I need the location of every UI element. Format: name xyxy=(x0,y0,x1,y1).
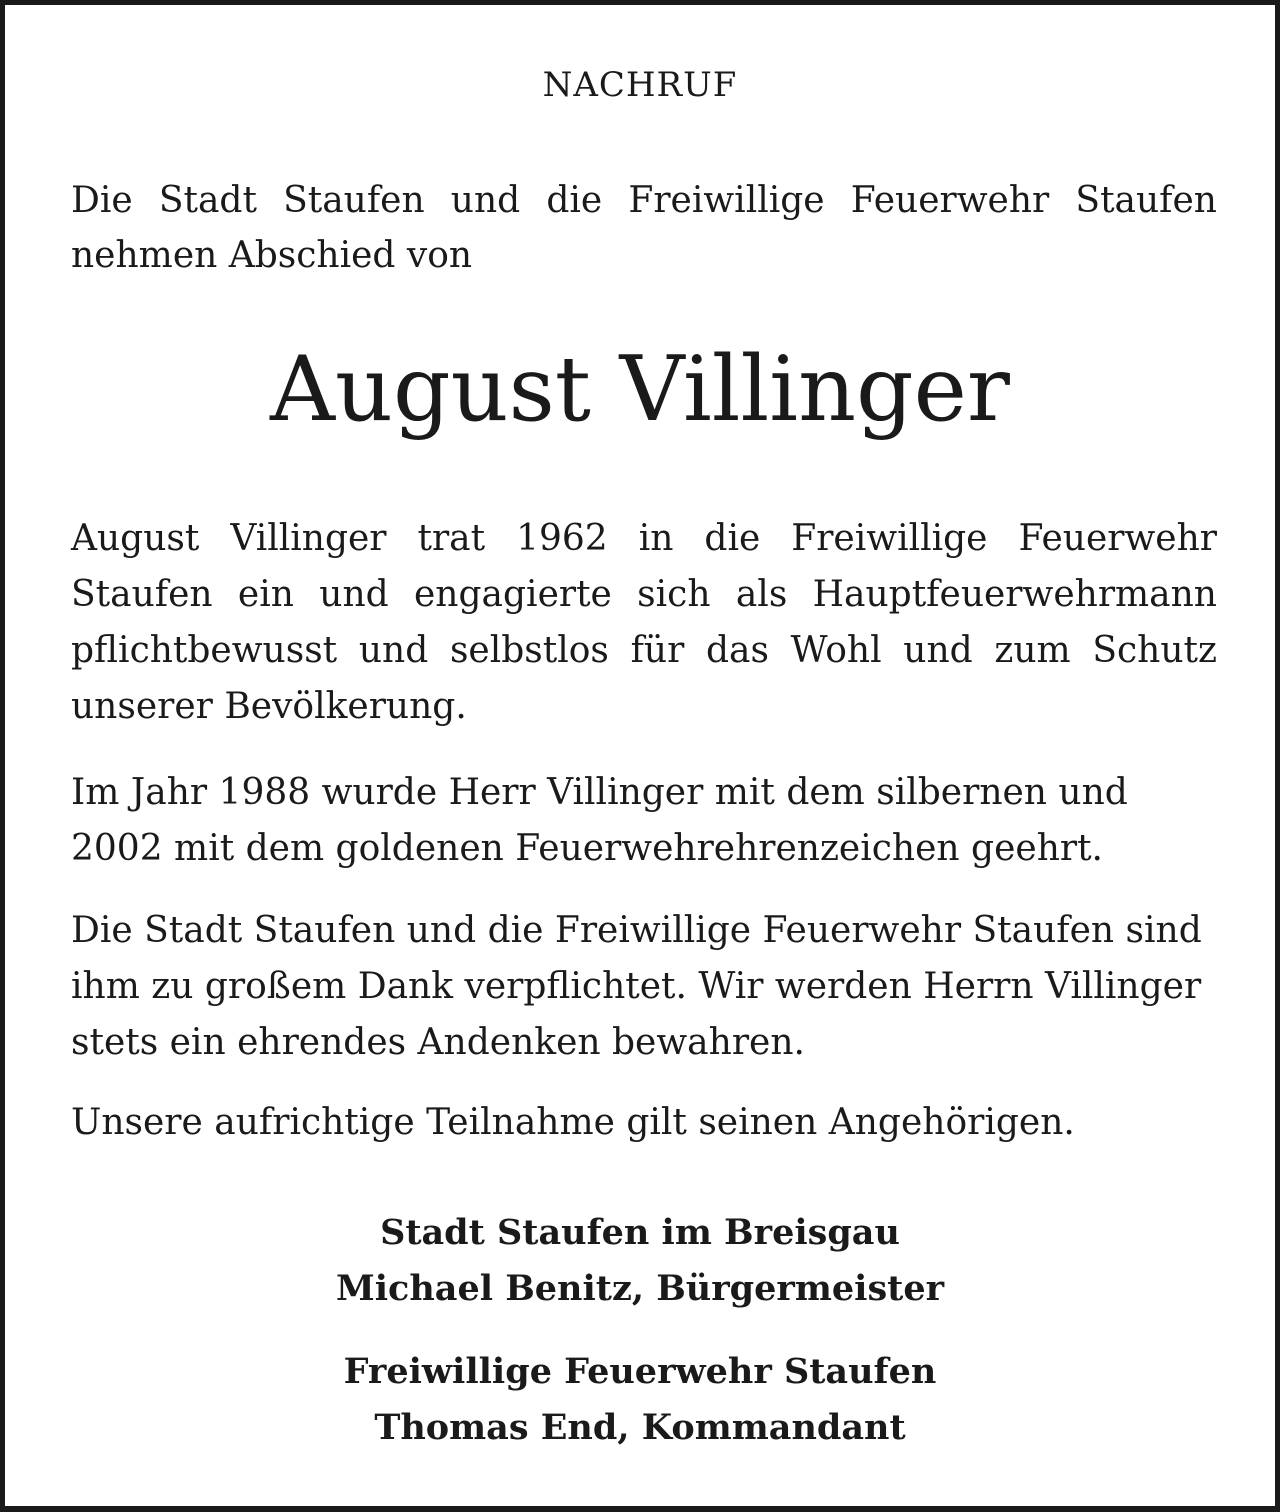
signature-fire-department xyxy=(5,1344,1275,1456)
signature-city xyxy=(5,1205,1275,1317)
signature-organization: Stadt Staufen im Breisgau xyxy=(380,1212,900,1253)
intro-line-2: nehmen Abschied von xyxy=(71,235,473,276)
intro-line-1: Die Stadt Staufen und die Freiwillige Feuerwehr Staufen xyxy=(71,180,1217,221)
paragraph-honors: Im Jahr 1988 wurde Herr Villinger mit dem silbernen und 2002 mit dem goldenen Feuerwehrehrenzeichen geehrt. xyxy=(71,772,1128,869)
paragraph-gratitude: Die Stadt Staufen und die Freiwillige Feuerwehr Staufen sind ihm zu großem Dank verpflichtet. Wir werden Herrn Villinger stets ein ehrendes Andenken bewahren. xyxy=(71,910,1202,1063)
signature-person: Thomas End, Kommandant xyxy=(374,1407,906,1448)
intro-text xyxy=(71,173,1217,283)
paragraph-service: August Villinger trat 1962 in die Freiwillige Feuerwehr Staufen ein und engagierte sich als Hauptfeuerwehrmann pflichtbewusst und selbstlos für das Wohl und zum Schutz unserer Bevölkerung. xyxy=(71,518,1217,727)
deceased-name: August Villinger xyxy=(270,337,1010,442)
signature-person: Michael Benitz, Bürgermeister xyxy=(335,1268,945,1309)
notice-heading: NACHRUF xyxy=(542,65,738,105)
signature-organization: Freiwillige Feuerwehr Staufen xyxy=(343,1351,937,1392)
paragraph-condolence: Unsere aufrichtige Teilnahme gilt seinen Angehörigen. xyxy=(71,1102,1075,1143)
